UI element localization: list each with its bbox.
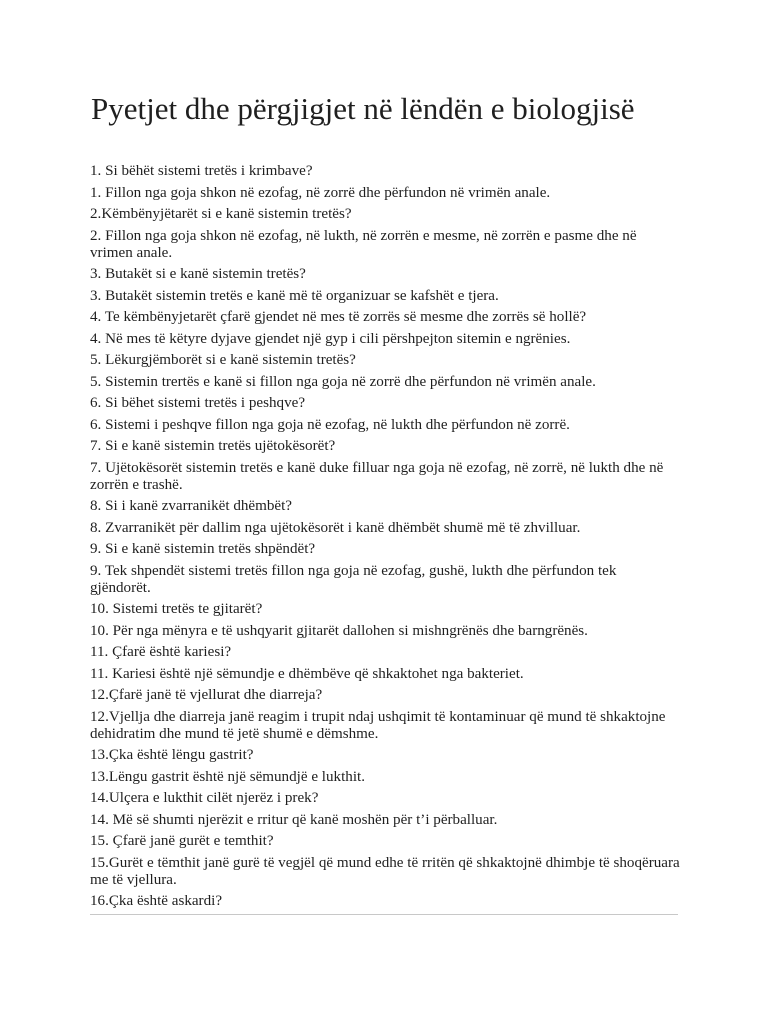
question-9: 9. Si e kanë sistemin tretës shpëndët? bbox=[90, 541, 316, 557]
answer-8: 8. Zvarranikët për dallim nga ujëtokësorët i kanë dhëmbët shumë më të zhvilluar. bbox=[90, 519, 581, 536]
answer-12: 12.Vjellja dhe diarreja janë reagim i trupit ndaj ushqimit të kontaminuar që mund të shkaktojne dehidratim dhe mund të jetë shumë e dëmshme. bbox=[90, 708, 666, 742]
question-5: 5. Lëkurgjëmborët si e kanë sistemin tretës? bbox=[90, 352, 356, 368]
question-1: 1. Si bëhët sistemi tretës i krimbave? bbox=[90, 163, 313, 179]
question-16: 16.Çka është askardi? bbox=[90, 893, 223, 909]
question-14: 14.Ulçera e lukthit cilët njerëz i prek? bbox=[90, 790, 319, 806]
question-7: 7. Si e kanë sistemin tretës ujëtokësorët? bbox=[90, 438, 336, 454]
answer-6: 6. Sistemi i peshqve fillon nga goja në ezofag, në lukth dhe përfundon në zorrë. bbox=[90, 416, 570, 433]
answer-10: 10. Për nga mënyra e të ushqyarit gjitarët dallohen si mishngrënës dhe barngrënës. bbox=[90, 622, 588, 639]
answer-5: 5. Sistemin trertës e kanë si fillon nga goja në zorrë dhe përfundon në vrimën anale. bbox=[90, 373, 596, 390]
answer-1: 1. Fillon nga goja shkon në ezofag, në zorrë dhe përfundon në vrimën anale. bbox=[90, 184, 551, 201]
page-title: Pyetjet dhe përgjigjet në lëndën e biologjisë bbox=[91, 91, 635, 126]
answer-9: 9. Tek shpendët sistemi tretës fillon nga goja në ezofag, gushë, lukth dhe përfundon tek gjëndorët. bbox=[90, 562, 617, 596]
answer-2: 2. Fillon nga goja shkon në ezofag, në lukth, në zorrën e mesme, në zorrën e pasme dhe në vrimen anale. bbox=[90, 227, 637, 261]
answer-15: 15.Gurët e tëmthit janë gurë të vegjël që mund edhe të rritën që shkaktojnë dhimbje të shoqëruara me të vjellura. bbox=[90, 854, 680, 888]
answer-11: 11. Kariesi është një sëmundje e dhëmbëve që shkaktohet nga bakteriet. bbox=[90, 665, 524, 682]
answer-13: 13.Lëngu gastrit është një sëmundjë e lukthit. bbox=[90, 768, 365, 785]
answer-4: 4. Në mes të këtyre dyjave gjendet një gyp i cili përshpejton sitemin e ngrënies. bbox=[90, 330, 571, 347]
question-15: 15. Çfarë janë gurët e temthit? bbox=[90, 833, 274, 849]
question-11: 11. Çfarë është kariesi? bbox=[90, 644, 232, 660]
answer-3: 3. Butakët sistemin tretës e kanë më të organizuar se kafshët e tjera. bbox=[90, 287, 499, 304]
question-13: 13.Çka është lëngu gastrit? bbox=[90, 747, 254, 763]
question-3: 3. Butakët si e kanë sistemin tretës? bbox=[90, 266, 306, 282]
answer-7: 7. Ujëtokësorët sistemin tretës e kanë duke filluar nga goja në ezofag, në zorrë, në lukth dhe në zorrën e trashë. bbox=[90, 459, 664, 493]
qa-list bbox=[90, 163, 680, 915]
question-6: 6. Si bëhet sistemi tretës i peshqve? bbox=[90, 395, 306, 411]
question-12: 12.Çfarë janë të vjellurat dhe diarreja? bbox=[90, 687, 323, 703]
page-divider bbox=[90, 914, 678, 915]
question-4: 4. Te këmbënyjetarët çfarë gjendet në mes të zorrës së mesme dhe zorrës së hollë? bbox=[90, 309, 587, 325]
question-10: 10. Sistemi tretës te gjitarët? bbox=[90, 601, 263, 617]
question-8: 8. Si i kanë zvarranikët dhëmbët? bbox=[90, 498, 293, 514]
answer-14: 14. Më së shumti njerëzit e rritur që kanë moshën për t’i përballuar. bbox=[90, 811, 498, 828]
question-2: 2.Këmbënyjëtarët si e kanë sistemin tretës? bbox=[90, 206, 352, 222]
